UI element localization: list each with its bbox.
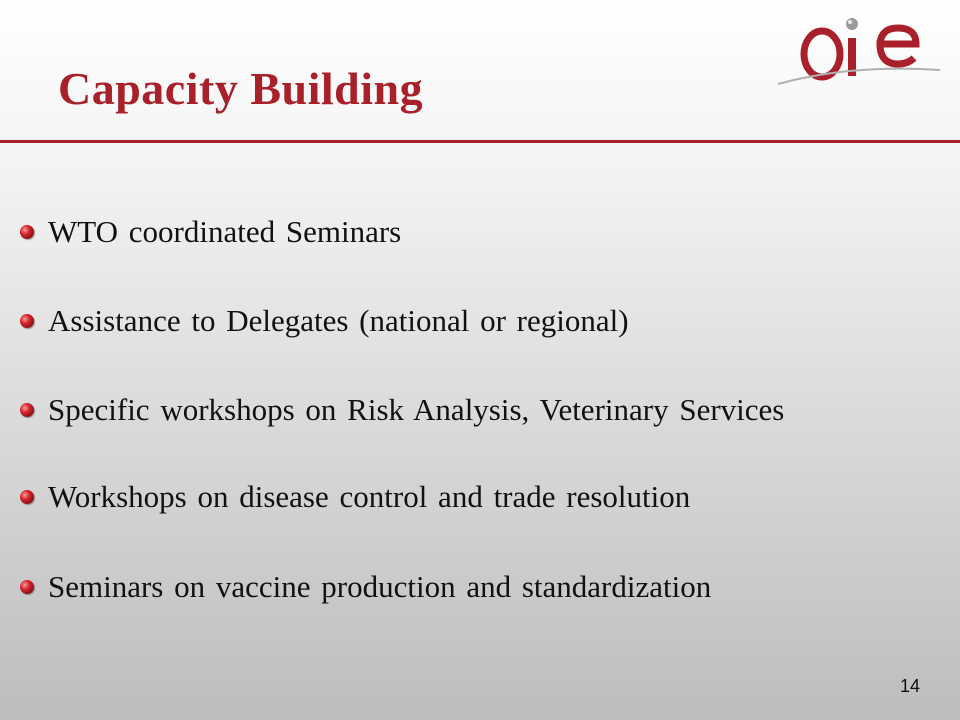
bullet-text: Workshops on disease control and trade resolution [48,479,691,514]
bullet-text: Assistance to Delegates (national or regional) [48,303,629,338]
bullet-text: Seminars on vaccine production and standardization [48,569,712,604]
bullet-icon [20,314,34,328]
bullet-icon [20,225,34,239]
bullet-icon [20,490,34,504]
page-number: 14 [900,676,921,696]
bullet-icon [20,403,34,417]
bullet-text: WTO coordinated Seminars [48,214,402,249]
slide-title: Capacity Building [58,63,424,114]
bullet-text: Specific workshops on Risk Analysis, Veterinary Services [48,392,785,427]
bullet-icon [20,580,34,594]
